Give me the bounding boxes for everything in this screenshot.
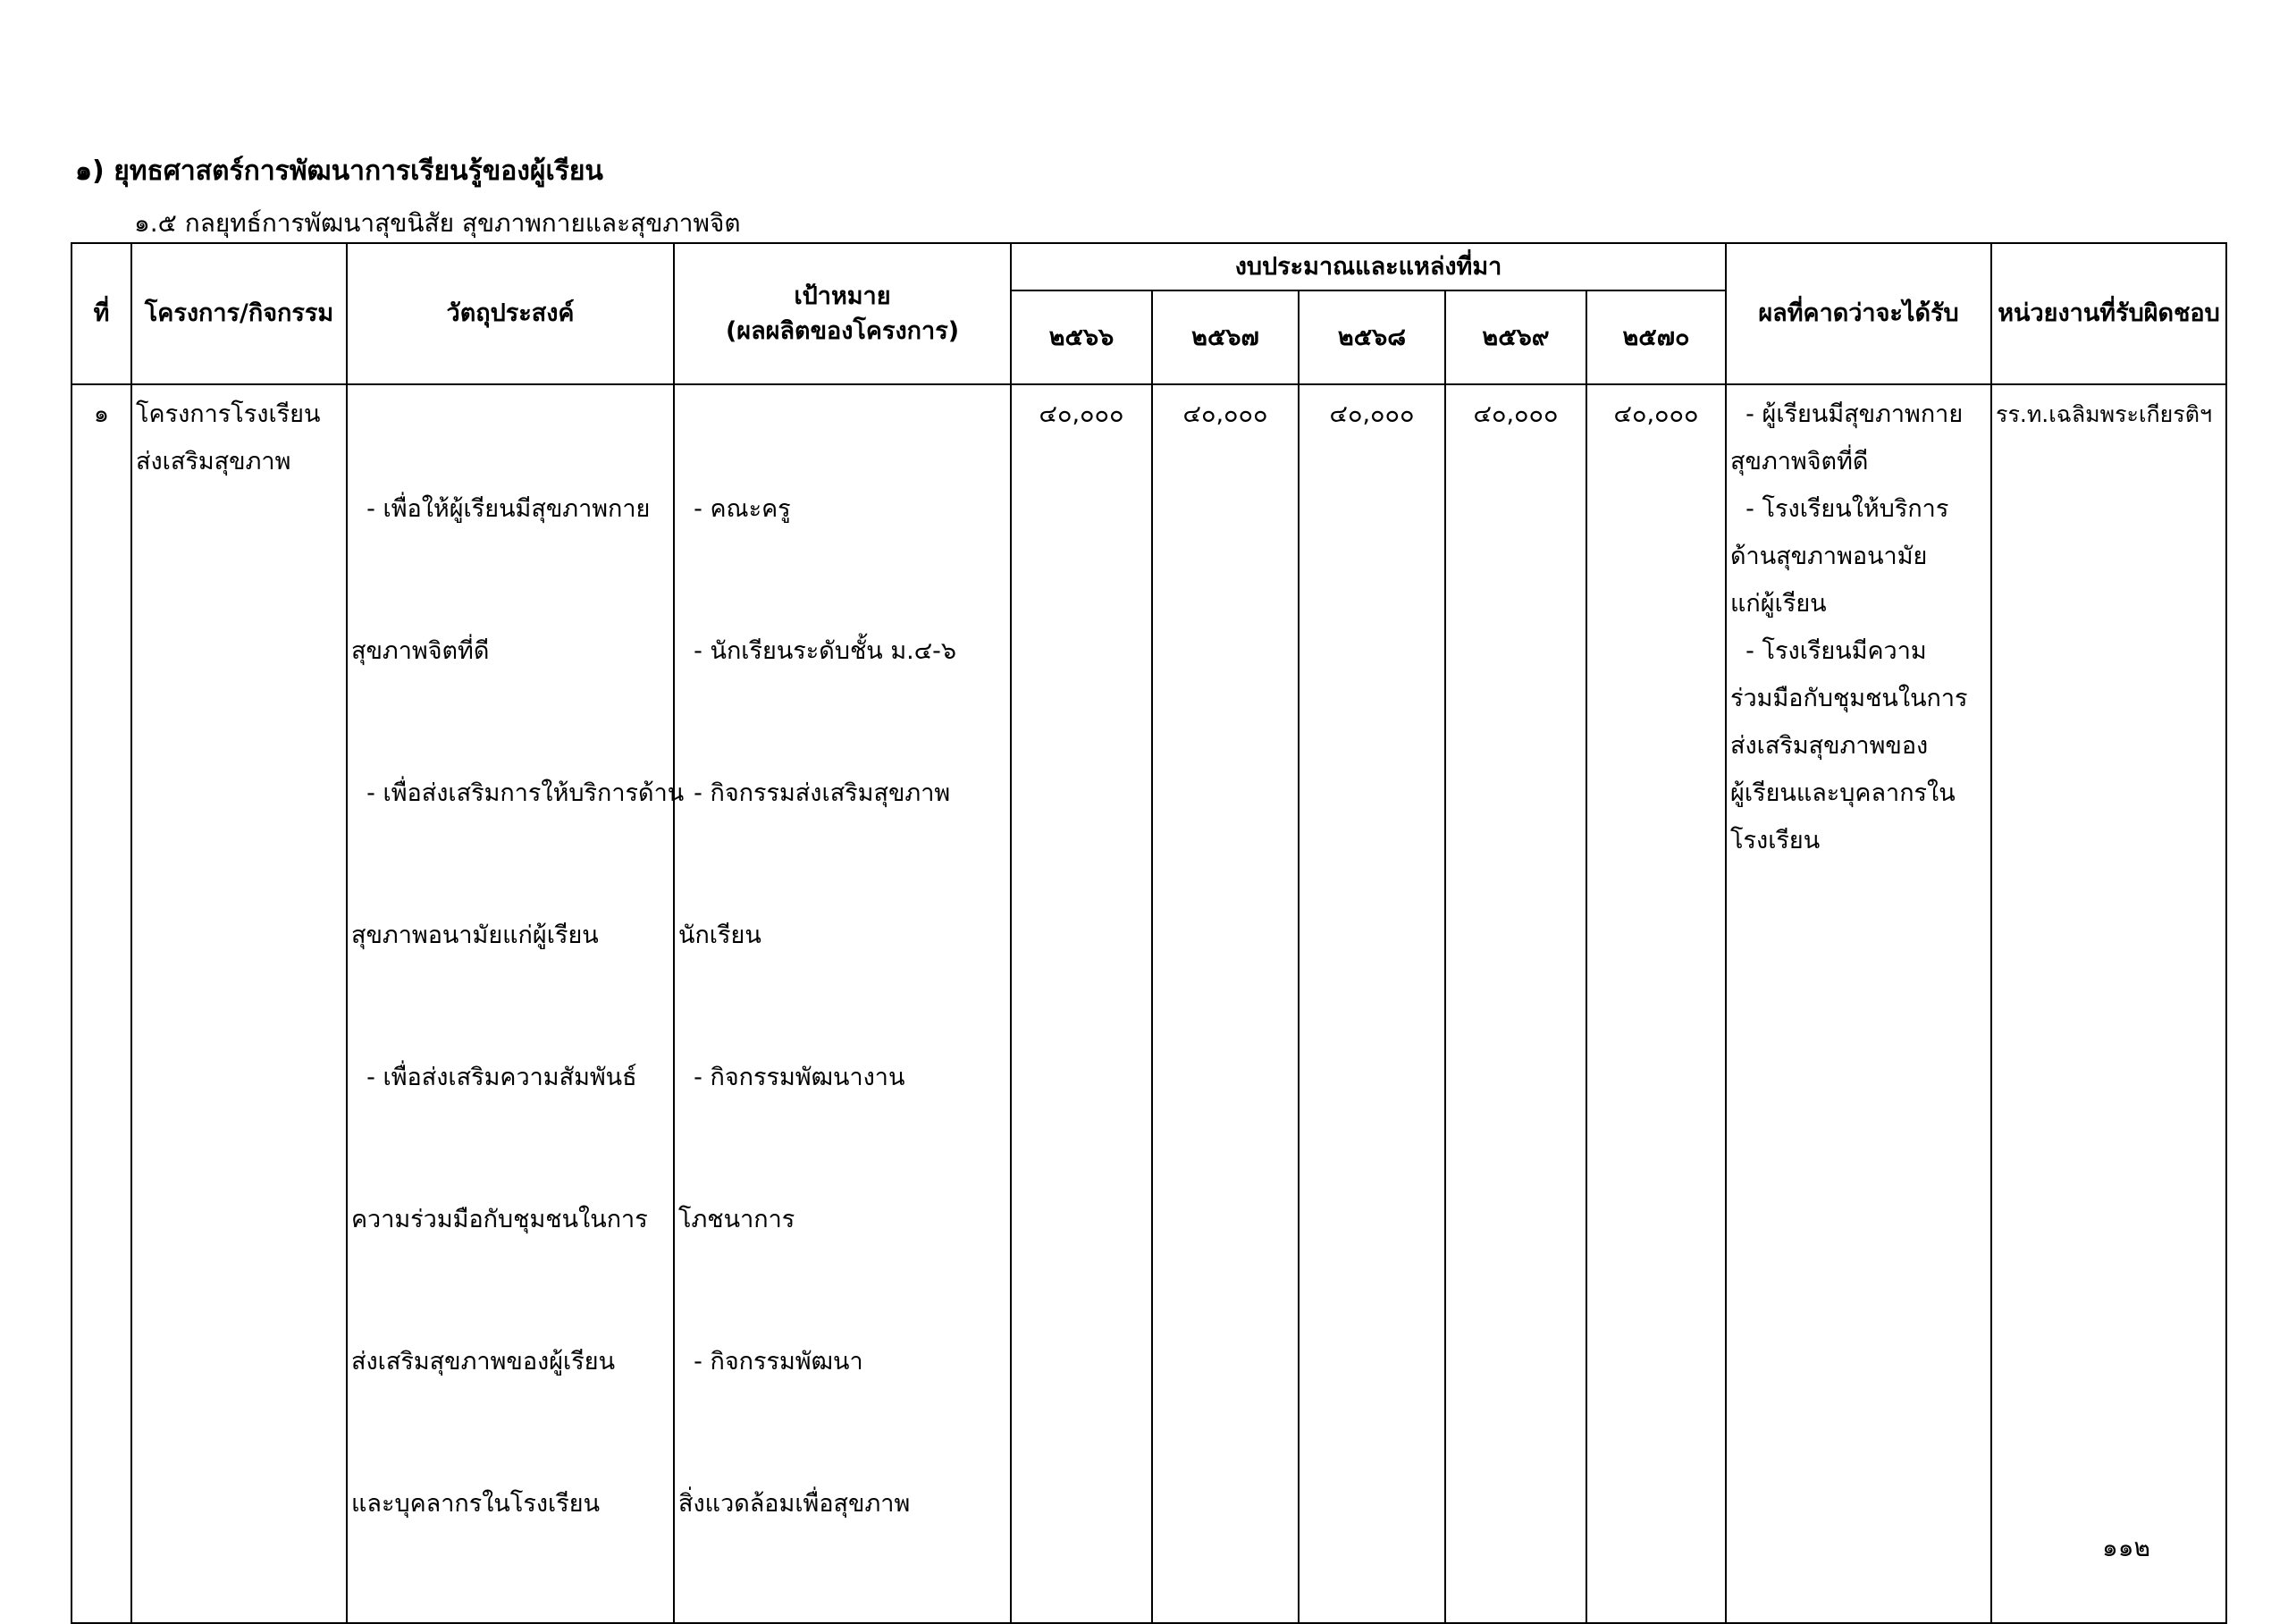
header-expected: ผลที่คาดว่าจะได้รับ xyxy=(1726,243,1991,384)
project-line: ส่งเสริมสุขภาพ xyxy=(136,448,291,475)
header-budget: งบประมาณและแหล่งที่มา xyxy=(1011,243,1726,290)
strategy-table xyxy=(71,242,2227,1624)
header-target-line2: (ผลผลิตของโครงการ) xyxy=(725,317,960,345)
header-year-2570: ๒๕๗๐ xyxy=(1586,290,1726,384)
target-line: - กิจกรรมส่งเสริมสุขภาพ xyxy=(678,779,951,807)
expected-line: ด้านสุขภาพอนามัย xyxy=(1730,543,1928,570)
budget-2568: ๔๐,๐๐๐ xyxy=(1299,384,1445,1623)
expected-line: - โรงเรียนมีความ xyxy=(1730,637,1927,665)
target-line: สิ่งแวดล้อมเพื่อสุขภาพ xyxy=(678,1490,911,1518)
row-no: ๑ xyxy=(72,384,131,1623)
header-year-2566: ๒๕๖๖ xyxy=(1011,290,1152,384)
header-year-2569: ๒๕๖๙ xyxy=(1445,290,1586,384)
expected-line: ส่งเสริมสุขภาพของ xyxy=(1730,732,1929,760)
header-no: ที่ xyxy=(72,243,131,384)
header-unit: หน่วยงานที่รับผิดชอบ xyxy=(1991,243,2226,384)
row-expected xyxy=(1726,384,1991,1623)
row-unit: รร.ท.เฉลิมพระเกียรติฯ xyxy=(1991,384,2226,1623)
target-line: - นักเรียนระดับชั้น ม.๔-๖ xyxy=(678,637,957,665)
objective-line: และบุคลากรในโรงเรียน xyxy=(351,1490,601,1518)
header-target xyxy=(674,243,1011,384)
row-objective xyxy=(347,384,685,1623)
target-line: โภชนาการ xyxy=(678,1206,795,1233)
section-subheading: ๑.๕ กลยุทธ์การพัฒนาสุขนิสัย สุขภาพกายและสุขภาพจิต xyxy=(134,208,741,238)
objective-line: ส่งเสริมสุขภาพของผู้เรียน xyxy=(351,1348,616,1376)
expected-line: - ผู้เรียนมีสุขภาพกาย xyxy=(1730,400,1964,428)
row-target xyxy=(674,384,1011,1623)
expected-line: ผู้เรียนและบุคลากรใน xyxy=(1730,779,1956,807)
expected-line: แก่ผู้เรียน xyxy=(1730,590,1827,618)
section-heading: ๑) ยุทธศาสตร์การพัฒนาการเรียนรู้ของผู้เรียน xyxy=(75,156,603,187)
objective-line: - เพื่อส่งเสริมความสัมพันธ์ xyxy=(351,1064,637,1091)
target-line: - คณะครู xyxy=(678,495,791,523)
budget-2566: ๔๐,๐๐๐ xyxy=(1011,384,1152,1623)
objective-line: สุขภาพอนามัยแก่ผู้เรียน xyxy=(351,921,599,949)
target-line: - กิจกรรมพัฒนางาน xyxy=(678,1064,905,1091)
objective-line: - เพื่อให้ผู้เรียนมีสุขภาพกาย xyxy=(351,495,651,523)
expected-line: โรงเรียน xyxy=(1730,827,1821,854)
page-number: ๑๑๒ xyxy=(2102,1533,2151,1562)
objective-line: - เพื่อส่งเสริมการให้บริการด้าน xyxy=(351,779,685,807)
budget-2569: ๔๐,๐๐๐ xyxy=(1445,384,1586,1623)
expected-line: ร่วมมือกับชุมชนในการ xyxy=(1730,685,1968,712)
expected-line: - โรงเรียนให้บริการ xyxy=(1730,495,1949,523)
target-line: - กิจกรรมพัฒนา xyxy=(678,1348,863,1376)
header-target-line1: เป้าหมาย xyxy=(794,282,891,310)
budget-2567: ๔๐,๐๐๐ xyxy=(1152,384,1299,1623)
table-row xyxy=(72,384,2226,1623)
header-objective: วัตถุประสงค์ xyxy=(347,243,674,384)
header-project: โครงการ/กิจกรรม xyxy=(131,243,347,384)
header-year-2567: ๒๕๖๗ xyxy=(1152,290,1299,384)
project-line: โครงการโรงเรียน xyxy=(136,400,321,428)
budget-2570: ๔๐,๐๐๐ xyxy=(1586,384,1726,1623)
objective-line: ความร่วมมือกับชุมชนในการ xyxy=(351,1206,648,1233)
objective-line: สุขภาพจิตที่ดี xyxy=(351,637,490,665)
header-year-2568: ๒๕๖๘ xyxy=(1299,290,1445,384)
expected-line: สุขภาพจิตที่ดี xyxy=(1730,448,1869,475)
target-line: นักเรียน xyxy=(678,921,761,949)
row-project xyxy=(131,384,347,1623)
